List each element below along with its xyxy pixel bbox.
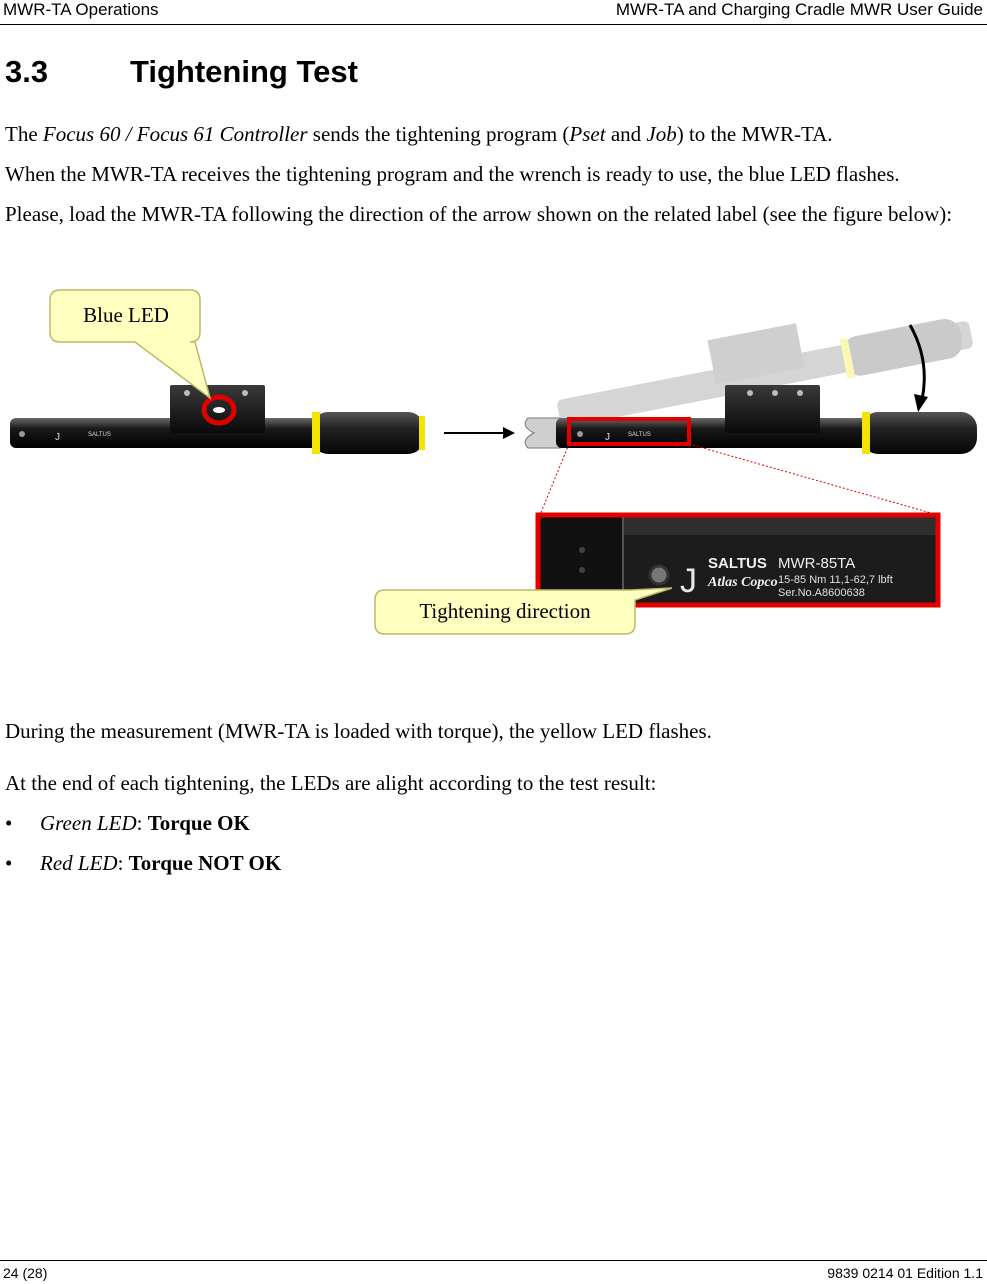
paragraph-ready: When the MWR-TA receives the tightening program and the wrench is ready to use, the blue LED flashes. — [5, 162, 900, 186]
paragraph-measurement: During the measurement (MWR-TA is loaded with torque), the yellow LED flashes. — [5, 719, 712, 743]
svg-text:J: J — [680, 562, 697, 600]
label-brand: SALTUS — [708, 555, 767, 572]
document-edition: 9839 0214 01 Edition 1.1 — [827, 1265, 983, 1281]
bullet-dot: • — [5, 851, 13, 875]
page-footer — [0, 1260, 987, 1284]
arrow-right-icon — [444, 427, 515, 439]
job-term: Job — [646, 122, 677, 146]
paragraph-load: Please, load the MWR-TA following the direction of the arrow shown on the related label (see the figure below): — [5, 202, 953, 226]
page-number: 24 (28) — [3, 1265, 48, 1281]
text: The — [5, 122, 43, 146]
blue-led-icon — [213, 407, 225, 413]
label-logo: Atlas Copco — [708, 575, 778, 590]
callout-blue-led-text: Blue LED — [83, 303, 169, 327]
paragraph-result: At the end of each tightening, the LEDs are alight according to the test result: — [5, 771, 657, 795]
text: ) to the MWR-TA. — [676, 122, 833, 146]
text: and — [605, 122, 647, 146]
header-left: MWR-TA Operations — [3, 0, 159, 19]
page-header — [0, 0, 987, 25]
wrench-figure — [0, 250, 987, 650]
bullet-value: Torque OK — [147, 811, 250, 835]
section-number: 3.3 — [5, 54, 49, 89]
list-item — [5, 851, 281, 876]
label-range: 15-85 Nm 11,1-62,7 lbft — [778, 574, 893, 586]
controller-name: Focus 60 / Focus 61 Controller — [42, 122, 308, 146]
callout-direction-text: Tightening direction — [419, 599, 591, 623]
svg-text:J: J — [605, 432, 610, 443]
bullet-value: Torque NOT OK — [128, 851, 282, 875]
header-right: MWR-TA and Charging Cradle MWR User Guide — [615, 0, 983, 19]
list-item — [5, 811, 250, 836]
bullet-dot: • — [5, 811, 13, 835]
mini-label-left: SALTUS — [88, 432, 111, 438]
section-title: Tightening Test — [130, 54, 358, 89]
label-model: MWR-85TA — [778, 555, 856, 572]
pset-term: Pset — [569, 122, 606, 146]
bullet-sep: : — [136, 811, 148, 835]
bullet-label: Green LED — [40, 811, 137, 835]
paragraph-intro — [5, 121, 982, 147]
mini-label-right: SALTUS — [628, 432, 651, 438]
text: sends the tightening program ( — [307, 122, 570, 146]
bullet-label: Red LED — [40, 851, 118, 875]
section-heading — [5, 54, 358, 90]
callout-direction — [375, 588, 672, 634]
label-serial: Ser.No.A8600638 — [778, 587, 865, 599]
bullet-sep: : — [117, 851, 129, 875]
callout-blue-led — [50, 290, 210, 398]
wrench-left — [10, 385, 425, 454]
svg-text:J: J — [55, 432, 60, 443]
